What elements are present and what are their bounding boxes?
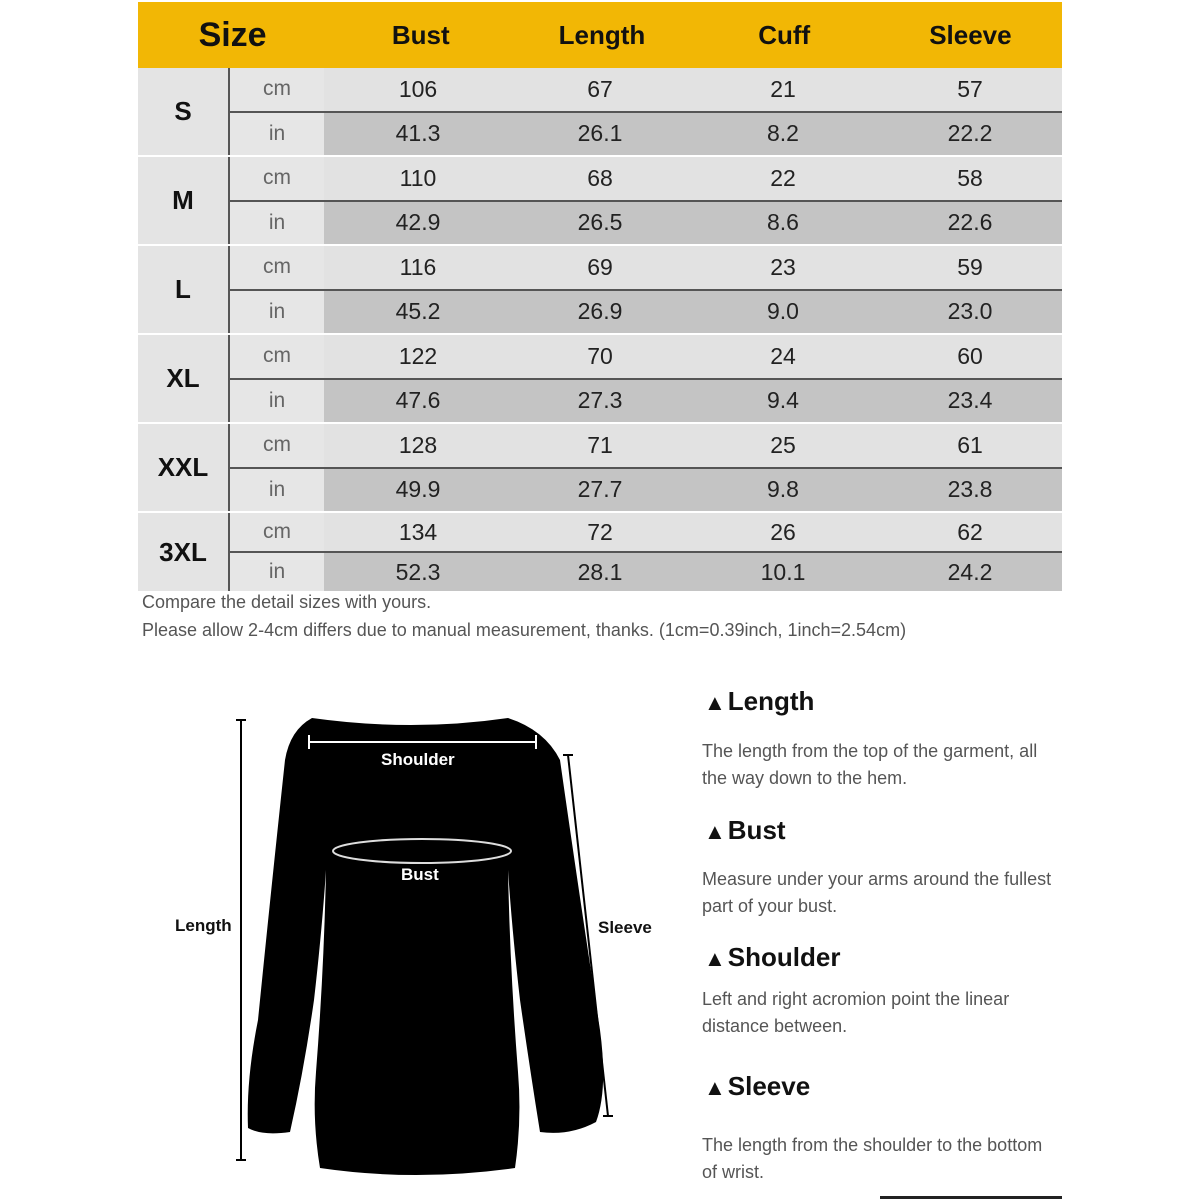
header-length: Length: [558, 19, 646, 50]
table-cell: 41.3: [395, 120, 441, 147]
size-table: [138, 2, 1062, 591]
header-sleeve: Sleeve: [929, 19, 1012, 50]
table-row-in: [230, 551, 1062, 591]
table-cell: 67: [587, 75, 613, 102]
table-row-cm: [230, 424, 1062, 467]
table-cell: 26: [770, 518, 796, 545]
garment-svg: [150, 700, 680, 1180]
triangle-icon: ▲: [704, 1075, 726, 1100]
table-cell: 72: [587, 518, 613, 545]
def-bust-heading: Bust: [727, 815, 786, 845]
table-cell: 22: [770, 164, 796, 191]
size-groups: [138, 68, 1062, 591]
unit-label: cm: [230, 68, 324, 111]
table-cell: 8.6: [767, 209, 799, 236]
table-cell: 24: [770, 342, 796, 369]
table-cell: 10.1: [760, 558, 806, 585]
table-cell: 57: [957, 75, 983, 102]
header-size: Size: [198, 15, 267, 54]
table-cell: 59: [957, 253, 983, 280]
table-cell: 22.6: [947, 209, 993, 236]
table-cell: 9.8: [767, 476, 799, 503]
table-cell: 22.2: [947, 120, 993, 147]
table-row-in: [230, 111, 1062, 156]
header-cuff: Cuff: [758, 19, 811, 50]
table-cell: 21: [770, 75, 796, 102]
table-cell: 47.6: [395, 387, 441, 414]
def-shoulder-title: [704, 942, 840, 973]
table-row-in: [230, 289, 1062, 334]
unit-label: in: [230, 113, 324, 156]
size-label: 3XL: [138, 513, 230, 591]
divider: [880, 1196, 1062, 1199]
unit-label: cm: [230, 246, 324, 289]
table-cell: 9.4: [767, 387, 799, 414]
size-group: [138, 335, 1062, 422]
table-cell: 106: [398, 75, 438, 102]
table-cell: 8.2: [767, 120, 799, 147]
table-cell: 23.0: [947, 298, 993, 325]
def-shoulder-text: Left and right acromion point the linear distance between.: [702, 989, 1010, 1036]
table-cell: 60: [957, 342, 983, 369]
table-cell: 49.9: [395, 476, 441, 503]
def-bust-title: [704, 815, 786, 846]
table-cell: 24.2: [947, 558, 993, 585]
table-cell: 58: [957, 164, 983, 191]
table-cell: 71: [587, 431, 613, 458]
triangle-icon: ▲: [704, 946, 726, 971]
table-cell: 25: [770, 431, 796, 458]
table-cell: 134: [398, 518, 438, 545]
unit-label: cm: [230, 335, 324, 378]
table-cell: 9.0: [767, 298, 799, 325]
def-bust-text: Measure under your arms around the fullest part of your bust.: [702, 869, 1052, 916]
table-cell: 122: [398, 342, 438, 369]
unit-label: in: [230, 553, 324, 591]
table-cell: 42.9: [395, 209, 441, 236]
table-row-in: [230, 467, 1062, 512]
table-cell: 45.2: [395, 298, 441, 325]
table-cell: 26.9: [577, 298, 623, 325]
table-cell: 23: [770, 253, 796, 280]
table-row-cm: [230, 157, 1062, 200]
table-cell: 23.4: [947, 387, 993, 414]
table-row-cm: [230, 335, 1062, 378]
shoulder-label: Shoulder: [381, 750, 455, 769]
bust-label: Bust: [401, 865, 439, 884]
sleeve-label: Sleeve: [598, 918, 652, 937]
unit-label: in: [230, 469, 324, 512]
unit-label: cm: [230, 513, 324, 551]
size-label: XL: [138, 335, 230, 422]
table-cell: 116: [399, 253, 437, 280]
header-bust: Bust: [391, 19, 450, 50]
unit-label: in: [230, 291, 324, 334]
def-length-title: [704, 686, 814, 717]
length-line: [236, 720, 246, 1160]
table-row-cm: [230, 68, 1062, 111]
triangle-icon: ▲: [704, 690, 726, 715]
size-label: M: [138, 157, 230, 244]
size-group: [138, 246, 1062, 333]
length-label: Length: [175, 916, 232, 935]
unit-label: cm: [230, 157, 324, 200]
note-tolerance: Please allow 2-4cm differs due to manual measurement, thanks. (1cm=0.39inch, 1inch=2.54cm): [142, 620, 907, 640]
table-header: [138, 2, 1062, 68]
table-cell: 27.7: [577, 476, 623, 503]
table-cell: 68: [587, 164, 613, 191]
size-group: [138, 424, 1062, 511]
note-compare: Compare the detail sizes with yours.: [142, 592, 432, 612]
size-group: [138, 68, 1062, 155]
table-cell: 23.8: [947, 476, 993, 503]
def-length-heading: Length: [727, 686, 815, 716]
table-cell: 28.1: [577, 558, 623, 585]
table-cell: 26.5: [577, 209, 623, 236]
table-cell: 69: [587, 253, 613, 280]
table-row-cm: [230, 246, 1062, 289]
def-length-text: The length from the top of the garment, all the way down to the hem.: [702, 741, 1038, 788]
table-cell: 110: [399, 164, 437, 191]
size-group: [138, 513, 1062, 591]
size-group: [138, 157, 1062, 244]
size-label: S: [138, 68, 230, 155]
table-cell: 70: [587, 342, 613, 369]
table-cell: 52.3: [395, 558, 441, 585]
unit-label: in: [230, 380, 324, 423]
table-cell: 62: [957, 518, 983, 545]
unit-label: in: [230, 202, 324, 245]
def-sleeve-title: [704, 1071, 810, 1102]
table-row-in: [230, 378, 1062, 423]
triangle-icon: ▲: [704, 819, 726, 844]
unit-label: cm: [230, 424, 324, 467]
table-cell: 128: [398, 431, 438, 458]
sweater-silhouette: [248, 718, 603, 1175]
table-row-in: [230, 200, 1062, 245]
def-sleeve-text: The length from the shoulder to the bottom of wrist.: [702, 1135, 1043, 1182]
table-cell: 26.1: [577, 120, 623, 147]
def-shoulder-heading: Shoulder: [727, 942, 841, 972]
garment-diagram: [150, 700, 680, 1180]
size-label: L: [138, 246, 230, 333]
size-label: XXL: [138, 424, 230, 511]
def-sleeve-heading: Sleeve: [727, 1071, 811, 1101]
table-row-cm: [230, 513, 1062, 551]
table-cell: 27.3: [577, 387, 623, 414]
table-cell: 61: [957, 431, 983, 458]
